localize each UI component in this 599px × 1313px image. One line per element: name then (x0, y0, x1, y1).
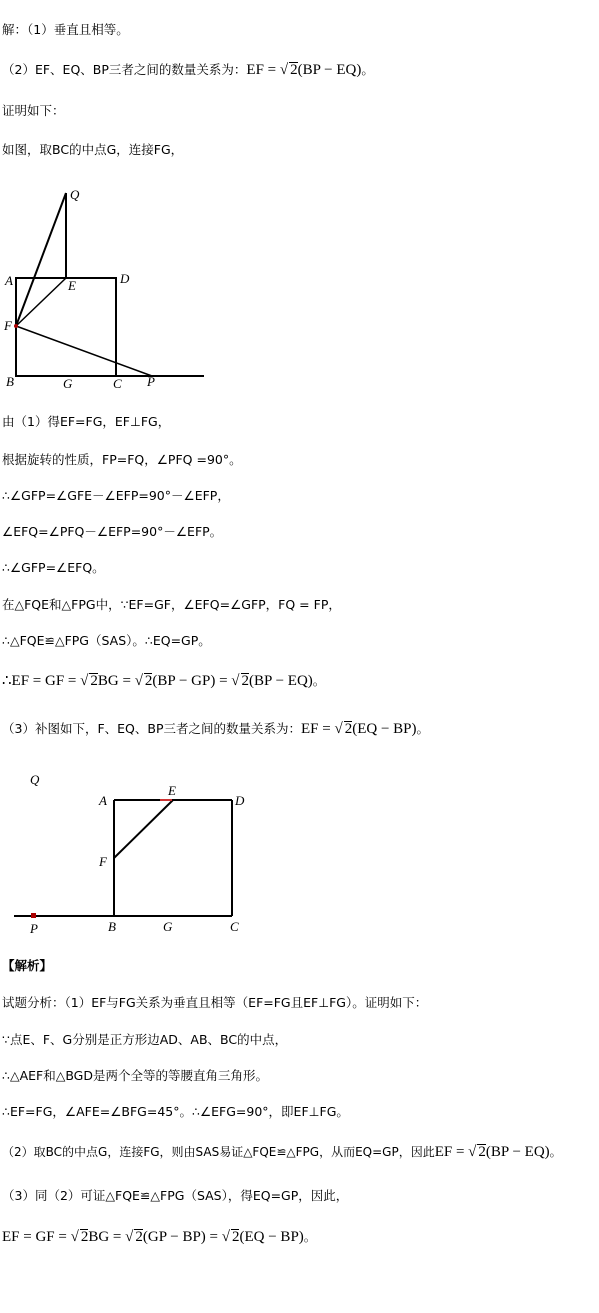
label-e: E (168, 783, 176, 798)
line-2 (2, 62, 374, 78)
label-f: F (4, 318, 12, 333)
line-fp (16, 326, 152, 376)
formula-part: (EQ − BP) (239, 1229, 304, 1245)
sqrt-sign: √ (134, 673, 143, 689)
sqrt-sign: √ (334, 721, 343, 737)
sqrt-sign: √ (468, 1144, 477, 1160)
formula-paren: (EQ − BP) (352, 721, 417, 737)
sqrt-sign: √ (125, 1229, 134, 1245)
formula-paren: (BP − EQ) (297, 62, 362, 78)
sqrt-sign: √ (80, 673, 89, 689)
line-end: 。 (303, 1229, 317, 1244)
line-4: 如图，取BC的中点G，连接FG， (2, 142, 184, 157)
analysis-heading: 【解析】 (2, 958, 53, 973)
label-d: D (120, 271, 130, 286)
line-13-text: （3）补图如下，F、EQ、BP三者之间的数量关系为： (2, 721, 301, 736)
line-end: 。 (549, 1145, 562, 1159)
label-c: C (113, 376, 122, 391)
line-5: 由（1）得EF=FG，EF⊥FG， (2, 414, 171, 429)
label-c: C (230, 919, 239, 934)
line-20: （3）同（2）可证△FQE≌△FPG（SAS），得EQ=GP，因此， (2, 1188, 349, 1203)
line-fe (16, 278, 66, 326)
square-abcd (16, 278, 116, 376)
formula-part: EF = GF = (2, 1229, 71, 1245)
line-17: ∴△AEF和△BGD是两个全等的等腰直角三角形。 (2, 1068, 268, 1083)
line-18: ∴EF=FG，∠AFE=∠BFG=45°。∴∠EFG=90°，即EF⊥FG。 (2, 1104, 349, 1119)
line-3: 证明如下： (2, 103, 65, 118)
label-q: Q (70, 187, 80, 202)
line-2-text: （2）EF、EQ、BP三者之间的数量关系为： (2, 62, 247, 77)
label-d: D (235, 793, 245, 808)
sqrt-sign: √ (221, 1229, 230, 1245)
point-f (14, 324, 18, 328)
line-19-text: （2）取BC的中点G，连接FG，则由SAS易证△FQE≌△FPG，从而EQ=GP，因此 (2, 1145, 435, 1159)
sqrt-radicand: 2 (80, 1229, 89, 1245)
formula-ef: EF = (434, 1144, 469, 1160)
label-e: E (68, 278, 76, 293)
formula-ef: EF = (301, 721, 335, 737)
sqrt-radicand: 2 (135, 1229, 143, 1245)
sqrt-sign: √ (70, 1229, 79, 1245)
point-p (31, 913, 36, 918)
sqrt-radicand: 2 (478, 1144, 486, 1160)
label-f: F (99, 854, 107, 869)
formula-ef: EF = (246, 62, 280, 78)
sqrt-radicand: 2 (231, 1229, 240, 1245)
figure-1 (0, 185, 220, 405)
formula-part: ∴EF = GF = (2, 673, 81, 689)
label-a: A (99, 793, 107, 808)
line-fe (114, 800, 173, 858)
figure-2 (0, 765, 260, 945)
line-end: 。 (361, 62, 374, 77)
line-15: 试题分析：（1）EF与FG关系为垂直且相等（EF=FG且EF⊥FG）。证明如下： (2, 995, 428, 1010)
line-21 (2, 1229, 316, 1245)
line-end: 。 (416, 721, 430, 736)
line-6: 根据旋转的性质，FP=FQ，∠PFQ =90°。 (2, 452, 242, 467)
formula-part: (BP − EQ) (249, 673, 313, 689)
sqrt-radicand: 2 (90, 673, 98, 689)
label-g: G (163, 919, 173, 934)
sqrt-radicand: 2 (144, 673, 153, 689)
line-1: 解：（1）垂直且相等。 (2, 22, 129, 37)
line-7: ∴∠GFP=∠GFE－∠EFP=90°－∠EFP， (2, 488, 230, 503)
line-16: ∵点E、F、G分别是正方形边AD、AB、BC的中点， (2, 1032, 288, 1047)
sqrt-sign: √ (231, 673, 240, 689)
label-b: B (108, 919, 116, 934)
label-g: G (63, 376, 73, 391)
sqrt-sign: √ (279, 62, 289, 78)
formula-part: (GP − BP) = (142, 1229, 222, 1245)
label-a: A (5, 273, 13, 288)
line-19 (2, 1144, 562, 1160)
formula-part: BG = (97, 673, 135, 689)
line-13 (2, 721, 429, 737)
line-end: 。 (312, 673, 326, 688)
formula-part: (BP − GP) = (152, 673, 232, 689)
label-q: Q (30, 772, 40, 787)
label-b: B (6, 374, 14, 389)
line-10: 在△FQE和△FPG中，∵EF=GF，∠EFQ=∠GFP，FQ = FP， (2, 597, 341, 612)
line-8: ∠EFQ=∠PFQ－∠EFP=90°－∠EFP。 (2, 524, 223, 539)
label-p: P (30, 921, 38, 936)
label-p: P (147, 374, 155, 389)
line-11: ∴△FQE≌△FPG（SAS）。∴EQ=GP。 (2, 633, 211, 648)
line-9: ∴∠GFP=∠EFQ。 (2, 560, 105, 575)
sqrt-radicand: 2 (241, 673, 250, 689)
formula-paren: (BP − EQ) (485, 1144, 550, 1160)
sqrt-radicand: 2 (290, 62, 298, 78)
line-fq (16, 193, 66, 326)
sqrt-radicand: 2 (344, 721, 353, 737)
formula-part: BG = (88, 1229, 126, 1245)
line-12 (2, 673, 325, 689)
